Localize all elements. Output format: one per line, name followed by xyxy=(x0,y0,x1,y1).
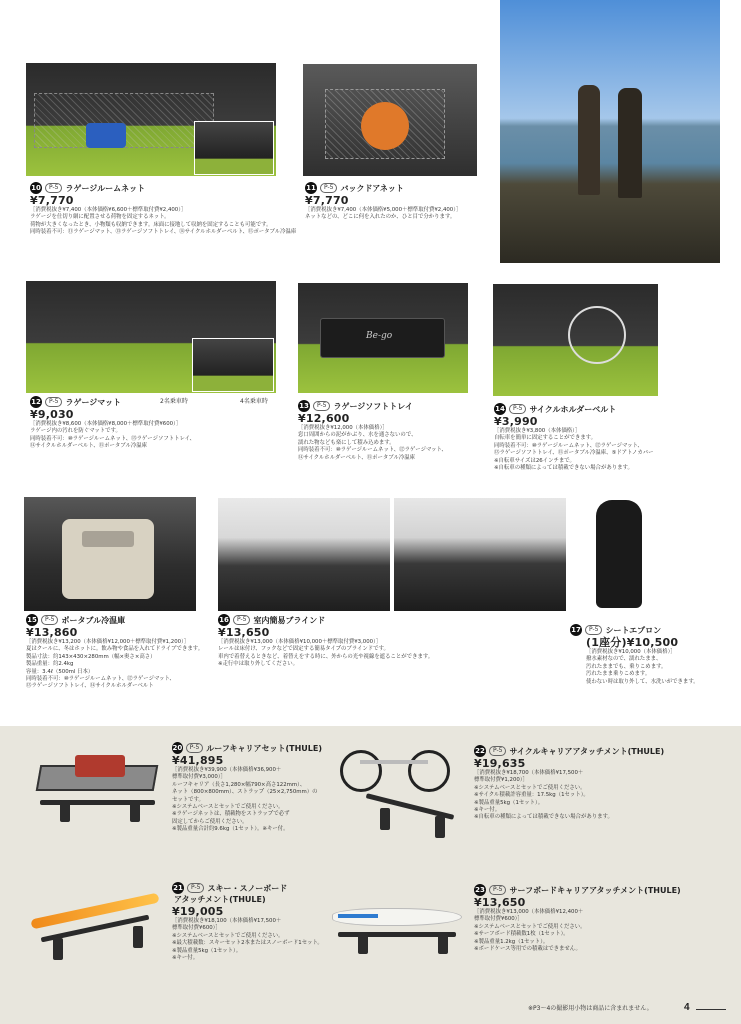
item-price: ¥19,005 xyxy=(172,905,224,918)
item-price: ¥7,770 xyxy=(305,194,349,207)
item-number: 12 xyxy=(31,398,41,406)
item-number: 11 xyxy=(306,184,316,192)
luggage-room-net-inset-photo xyxy=(194,121,274,175)
item-desc-line: ⑭サイクルホルダーベルト、⑮ポータブル冷温庫 xyxy=(30,443,148,450)
back-door-net-photo xyxy=(303,64,477,176)
item-desc-line: ※最大積載数：スキーセット2本またはスノーボード1セット。 xyxy=(172,940,323,947)
item-number: 14 xyxy=(495,405,505,413)
item-price: ¥3,990 xyxy=(494,415,538,428)
item-name: サイクルホルダーベルト xyxy=(529,404,617,414)
roof-carrier-heading xyxy=(172,742,322,754)
item-desc-line: ネットなどの、どこに何を入れたのか、ひと目で分かります。 xyxy=(305,214,456,221)
bicycle-wheel-shape xyxy=(568,306,626,364)
item-desc-line: 製品重量：約2.4kg xyxy=(26,661,74,668)
item-desc-line: セットです。 xyxy=(172,796,204,803)
lakeside-scene-photo xyxy=(500,0,720,263)
page-reference-badge: P-5 xyxy=(489,746,506,756)
item-desc-line: ラゲージ内の汚れを防ぐマットです。 xyxy=(30,428,121,435)
item-desc-line: ※キー付。 xyxy=(172,955,199,962)
rack-foot xyxy=(438,932,448,954)
item-desc-line: 同時装着不可：⑪ラゲージマット、⑬ラゲージソフトトレイ、⑭サイクルホルダーベルト、⑮ポータブル冷温庫 xyxy=(30,229,297,236)
item-desc-line: ［消費税抜き¥10,000（本体価格）］ xyxy=(586,649,676,655)
page-reference-badge: P-5 xyxy=(489,885,506,895)
item-desc-line: 自転車を簡単に固定することができます。 xyxy=(494,435,596,442)
item-price: ¥13,650 xyxy=(218,626,270,639)
item-desc-line: 夏はクールに、冬はホットに。飲み物や食品を入れてドライブできます。 xyxy=(26,646,204,653)
surfboard-carrier-photo xyxy=(328,896,464,976)
tray-logo: Be-go xyxy=(366,331,393,341)
item-desc-line: ※製品重量1.2kg（1セット）。 xyxy=(474,938,549,945)
item-name: サイクルキャリアアタッチメント(THULE) xyxy=(509,746,665,756)
rack-foot xyxy=(130,800,140,822)
item-price: (1座分)¥10,500 xyxy=(586,636,679,649)
item-desc-line: ［消費税抜き¥7,400（本体価格¥6,600＋標準取付費¥2,400）］ xyxy=(30,207,187,213)
luggage-mat-inset-photo xyxy=(192,338,274,392)
item-price: ¥13,860 xyxy=(26,626,78,639)
item-desc-line: 荷物が大きくなったとき、小物類も収納できます。床面に接地して収納を固定することも可能です。 xyxy=(30,221,272,228)
item-number: 23 xyxy=(475,886,485,894)
item-desc-line: ※ラゲージネットは、積載物をストラップで必ず xyxy=(172,811,290,818)
item-desc-line: ⑬ラゲージソフトトレイ、⑮ポータブル冷温庫、⑤ドアトノカバー xyxy=(494,450,654,457)
luggage-mat-block xyxy=(30,396,270,451)
item-desc-line: ※走行中は取り外してください。 xyxy=(218,661,298,668)
item-number: 17 xyxy=(571,626,581,634)
item-number: 10 xyxy=(31,184,41,192)
page-reference-badge: P-5 xyxy=(45,183,62,193)
page-number-rule xyxy=(696,1009,726,1010)
seat-apron-photo xyxy=(588,496,652,614)
surfboard-carrier-heading xyxy=(474,884,704,896)
item-desc-line: 標準取付費¥600）］ xyxy=(172,925,221,932)
interior-blind-heading xyxy=(218,614,548,626)
item-price: ¥41,895 xyxy=(172,754,224,767)
page-reference-badge: P-5 xyxy=(233,615,250,625)
item-price: ¥13,650 xyxy=(474,896,526,909)
bicycle-frame-shape xyxy=(360,760,428,764)
surfboard-carrier-block xyxy=(474,884,704,953)
rack-foot xyxy=(380,808,390,830)
item-desc-line: ※ボードケース等用での積載はできません。 xyxy=(474,946,581,953)
item-desc-line: ※サーフボード積載数1枚（1セット）。 xyxy=(474,931,569,938)
back-door-net-block xyxy=(305,182,495,222)
person-shape xyxy=(578,85,600,195)
item-desc-line: 撥水素材なので、濡れたまま、 xyxy=(586,656,662,663)
item-desc-line: ※自転車の種類によっては積載できない場合があります。 xyxy=(474,814,613,821)
item-desc-line: ※システムベースとセットでご使用ください。 xyxy=(474,923,586,930)
item-number: 21 xyxy=(173,884,183,892)
bicycle-wheel-shape xyxy=(340,750,382,792)
luggage-mat-heading xyxy=(30,396,270,408)
cycle-holder-belt-photo xyxy=(493,284,658,396)
cycle-holder-belt-heading xyxy=(494,403,694,415)
rack-foot xyxy=(435,816,445,838)
item-desc-line: ［消費税抜き¥13,200（本体価格¥12,000＋標準取付費¥1,200）］ xyxy=(26,639,190,645)
back-door-net-heading xyxy=(305,182,495,194)
item-name: 室内簡易ブラインド xyxy=(253,615,326,625)
portable-cooler-block xyxy=(26,614,226,691)
page-reference-badge: P-5 xyxy=(320,183,337,193)
luggage-mat-caption-4-seats: 4名乗車時 xyxy=(240,398,268,405)
surfboard-stripe xyxy=(338,914,378,918)
item-desc-line: 汚れたままでも、乗りこめます。 xyxy=(586,663,667,670)
item-desc-line: ［消費税抜き¥7,400（本体価格¥5,000＋標準取付費¥2,400）］ xyxy=(305,207,462,213)
item-number: 20 xyxy=(172,744,183,752)
item-number: 13 xyxy=(299,402,309,410)
rack-foot xyxy=(133,926,143,948)
item-desc-line: ルーフキャリア（長さ1,280×幅790×高さ122mm）、 xyxy=(172,781,306,788)
item-desc-line: ※自転車の種類によっては積載できない場合があります。 xyxy=(494,465,633,472)
item-desc-line: ⑭サイクルホルダーベルト、⑮ポータブル冷温庫 xyxy=(298,454,416,461)
ski-snowboard-heading xyxy=(172,882,332,894)
ski-snowboard-block xyxy=(172,882,332,962)
luggage-room-net-heading xyxy=(30,182,290,194)
page-reference-badge: P-5 xyxy=(509,404,526,414)
page-reference-badge: P-5 xyxy=(45,397,62,407)
item-desc-line: 製品寸法：約143×430×280mm（幅×奥さ×高さ） xyxy=(26,653,156,660)
item-desc-line: 車内で着替えるときなど、着替えをする時に、外からの光や視線を遮ることができます。 xyxy=(218,653,434,660)
item-desc-line: ※自転車サイズは26インチまで。 xyxy=(494,457,575,464)
item-desc-line: ［消費税抜き¥13,000（本体価格¥10,000＋標準取付費¥3,000）］ xyxy=(218,639,382,645)
item-desc-line: 同時装着不可：⑩ラゲージルームネット、⑬ラゲージソフトトレイ、 xyxy=(30,435,195,442)
luggage-soft-tray-photo xyxy=(298,283,468,393)
page-reference-badge: P-5 xyxy=(41,615,58,625)
item-name: ラゲージソフトトレイ xyxy=(333,401,413,411)
item-price: ¥7,770 xyxy=(30,194,74,207)
item-number: 22 xyxy=(475,747,485,755)
person-shape xyxy=(618,88,642,198)
rack-foot xyxy=(60,800,70,822)
item-desc-line: ［消費税抜き¥39,900（本体価格¥36,900＋ xyxy=(172,767,282,773)
item-desc-line: ［消費税抜き¥8,600（本体価格¥8,000＋標準取付費¥600）］ xyxy=(30,421,182,427)
item-desc-line: 同時装着不可：⑩ラゲージルームネット、⑫ラゲージマット、 xyxy=(298,447,447,454)
rack-foot xyxy=(53,938,63,960)
item-desc-line: 標準取付費¥600）］ xyxy=(474,916,523,923)
item-desc-line: 容量：3.4ℓ（500ml 日本） xyxy=(26,668,94,675)
luggage-mat-photo xyxy=(26,281,276,393)
item-name: ラゲージルームネット xyxy=(65,183,146,193)
item-desc-line: ［消費税抜き¥13,000（本体価格¥12,400＋ xyxy=(474,909,584,915)
item-desc-line: 同時装着不可：⑩ラゲージルームネット、⑫ラゲージマット、 xyxy=(26,676,175,683)
item-desc-line: 使わない時は取り外して、水洗いができます。 xyxy=(586,678,699,685)
cycle-carrier-heading xyxy=(474,745,704,757)
page-reference-badge: P-5 xyxy=(187,883,204,893)
item-desc-line: 濡れた物なども楽にして積み込めます。 xyxy=(298,439,395,446)
page-reference-badge: P-5 xyxy=(186,743,203,753)
cycle-carrier-block xyxy=(474,745,704,822)
item-name: スキー・スノーボード xyxy=(207,883,288,893)
item-desc-line: ⑬ラゲージソフトトレイ、⑭サイクルホルダーベルト xyxy=(26,683,154,690)
item-price: ¥9,030 xyxy=(30,408,74,421)
item-desc-line: ※システムベースとセットでご使用ください。 xyxy=(172,804,284,811)
item-desc-line: ※システムベースとセットでご使用ください。 xyxy=(172,932,284,939)
item-desc-line: 窓口周囲からの泥がかぶり、水を通さないので、 xyxy=(298,432,417,439)
cooler-panel xyxy=(82,531,134,547)
bicycle-wheel-shape xyxy=(408,750,450,792)
seat-apron-heading xyxy=(570,624,740,636)
seat-apron-shape xyxy=(596,500,642,608)
interior-blind-block xyxy=(218,614,548,669)
photo-props-footnote: ※P3～4の撮影用小物は商品に含まれません。 xyxy=(528,1005,653,1012)
interior-blind-photo-rear xyxy=(394,498,566,611)
luggage-room-net-photo xyxy=(26,63,276,176)
page-reference-badge: P-5 xyxy=(313,401,330,411)
seat-apron-block xyxy=(570,624,740,686)
interior-blind-photo-front xyxy=(218,498,390,611)
item-desc-line: ※製品重量合計約9.6kg（1セット）。※キー付。 xyxy=(172,826,289,833)
page-reference-badge: P-5 xyxy=(585,625,602,635)
item-number: 15 xyxy=(27,616,37,624)
item-desc-line: レールは床付け、フックなどで固定する簡易タイプのブラインドです。 xyxy=(218,646,389,653)
ski-snowboard-photo xyxy=(25,882,165,974)
item-number: 16 xyxy=(219,616,229,624)
item-desc-line: 汚れたまま乗りこめます。 xyxy=(586,671,651,678)
item-desc-line: 標準取付費¥1,200）］ xyxy=(474,777,528,784)
item-desc-line: ［消費税抜き¥3,800（本体価格）］ xyxy=(494,428,581,434)
portable-cooler-heading xyxy=(26,614,226,626)
roof-carrier-block xyxy=(172,742,322,834)
item-desc-line: ネット（800×800mm）、ストラップ（25×2,750mm）の xyxy=(172,789,318,796)
item-desc-line: ※製品重量5kg（1セット）。 xyxy=(474,799,544,806)
item-name: バックドアネット xyxy=(340,183,404,193)
item-desc-line: ※サイクル積載許容重量：17.5kg（1セット）。 xyxy=(474,792,589,799)
item-desc-line: ［消費税抜き¥18,700（本体価格¥17,500＋ xyxy=(474,770,584,776)
item-desc-line: ラゲージを仕切り網に配置させる荷物を固定するネット。 xyxy=(30,214,170,221)
bag-shape xyxy=(86,123,126,148)
luggage-mat-caption-2-seats: 2名乗車時 xyxy=(160,398,188,405)
item-price: ¥12,600 xyxy=(298,412,350,425)
portable-cooler-photo xyxy=(24,497,196,611)
roof-carrier-photo xyxy=(30,745,165,830)
item-desc-line: ［消費税抜き¥18,100（本体価格¥17,500＋ xyxy=(172,918,282,924)
item-desc-line: ［消費税抜き¥12,000（本体価格）］ xyxy=(298,425,388,431)
cycle-holder-belt-block xyxy=(494,403,694,472)
luggage-room-net-block xyxy=(30,182,297,237)
item-name: シートエプロン xyxy=(605,625,662,635)
item-name: ラゲージマット xyxy=(65,397,121,407)
cargo-net-shape xyxy=(75,755,125,777)
item-name: ポータブル冷温庫 xyxy=(61,615,126,625)
item-price: ¥19,635 xyxy=(474,757,526,770)
item-desc-line: ※システムベースとセットでご使用ください。 xyxy=(474,784,586,791)
page-number: 4 xyxy=(684,1002,690,1013)
item-desc-line: 固定してからご使用ください。 xyxy=(172,818,248,825)
item-name: サーフボードキャリアアタッチメント(THULE) xyxy=(509,885,681,895)
item-desc-line: ※製品重量5kg（1セット）。 xyxy=(172,947,242,954)
snowboard-shape xyxy=(30,893,159,930)
luggage-soft-tray-block xyxy=(298,400,488,462)
item-name-second-line: アタッチメント(THULE) xyxy=(174,895,266,904)
cycle-carrier-photo xyxy=(330,742,460,842)
item-desc-line: 同時装着不可：⑩ラゲージルームネット、⑫ラゲージマット、 xyxy=(494,442,643,449)
item-name: ルーフキャリアセット(THULE) xyxy=(206,743,322,753)
ball-shape xyxy=(361,102,409,150)
item-desc-line: 標準取付費¥3,000）］ xyxy=(172,774,226,781)
item-desc-line: ※キー付。 xyxy=(474,807,501,814)
luggage-soft-tray-heading xyxy=(298,400,488,412)
rack-foot xyxy=(358,932,368,954)
